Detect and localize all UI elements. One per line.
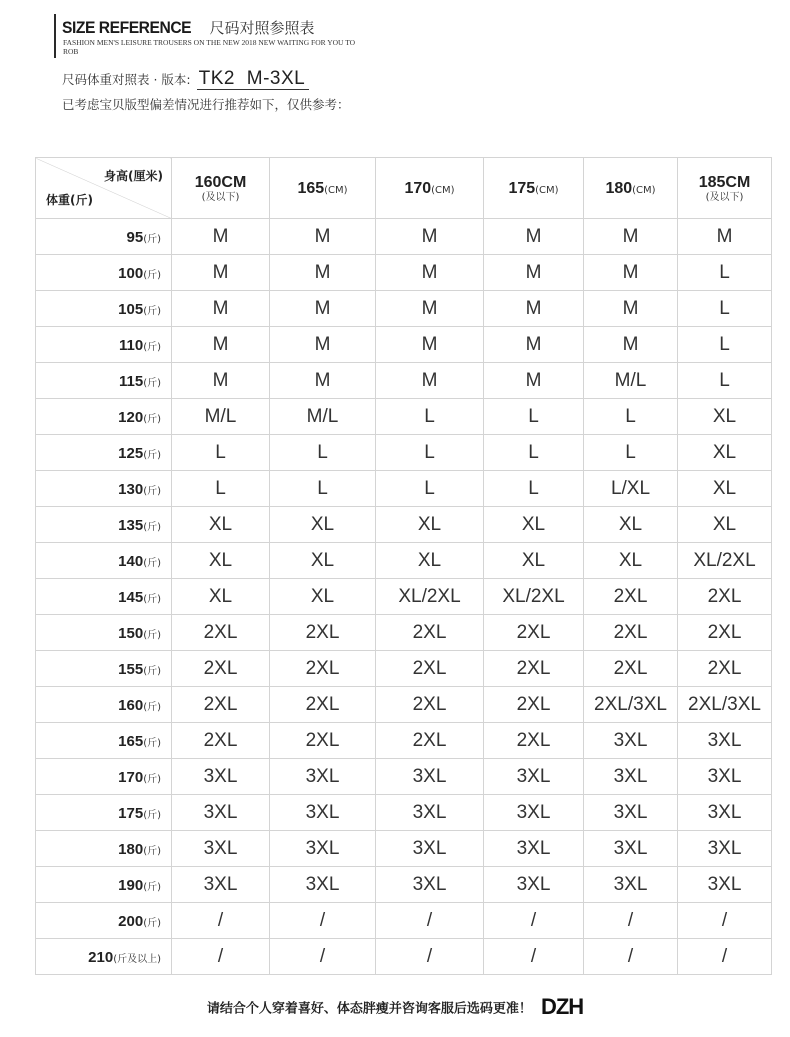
size-cell: M <box>484 255 584 291</box>
size-cell: L <box>678 291 772 327</box>
size-cell: M/L <box>172 399 270 435</box>
table-row <box>36 363 772 399</box>
size-cell: 2XL <box>270 615 376 651</box>
height-column-header <box>678 158 772 219</box>
size-cell: / <box>678 939 772 975</box>
table-row <box>36 795 772 831</box>
size-cell: L <box>270 435 376 471</box>
table-row <box>36 759 772 795</box>
weight-unit: (斤) <box>143 810 161 821</box>
height-value: 160CM <box>194 174 247 191</box>
size-cell: 3XL <box>270 831 376 867</box>
table-body <box>36 219 772 975</box>
size-cell: / <box>484 903 584 939</box>
size-cell: M <box>376 291 484 327</box>
size-cell: M/L <box>584 363 678 399</box>
size-cell: 2XL <box>484 615 584 651</box>
size-cell: L <box>172 435 270 471</box>
weight-unit: (斤) <box>143 522 161 533</box>
size-cell: 3XL <box>172 831 270 867</box>
height-value: 180 <box>605 180 633 197</box>
weight-value: 135 <box>118 517 144 534</box>
footer-text: 请结合个人穿着喜好、体态胖瘦并咨询客服后选码更准！ <box>206 1001 532 1017</box>
weight-unit: (斤) <box>143 846 161 857</box>
size-cell: L <box>678 363 772 399</box>
size-cell: / <box>678 903 772 939</box>
weight-row-header <box>36 795 172 831</box>
size-cell: 3XL <box>172 867 270 903</box>
size-cell: M <box>172 219 270 255</box>
table-row <box>36 723 772 759</box>
weight-value: 155 <box>118 661 144 678</box>
weight-unit: (斤) <box>143 738 161 749</box>
size-cell: 2XL <box>376 615 484 651</box>
table-row <box>36 543 772 579</box>
size-cell: 2XL <box>484 651 584 687</box>
table-row <box>36 435 772 471</box>
version-line <box>62 68 309 90</box>
weight-row-header <box>36 543 172 579</box>
weight-value: 175 <box>118 805 144 822</box>
size-cell: M <box>484 327 584 363</box>
weight-value: 145 <box>118 589 144 606</box>
size-cell: / <box>172 903 270 939</box>
weight-unit: (斤) <box>143 378 161 389</box>
size-cell: M <box>678 219 772 255</box>
height-unit: (CM) <box>535 185 559 196</box>
weight-row-header <box>36 759 172 795</box>
size-cell: XL <box>484 507 584 543</box>
size-cell: L <box>376 435 484 471</box>
weight-unit: (斤) <box>143 918 161 929</box>
weight-row-header <box>36 435 172 471</box>
size-cell: 2XL <box>270 723 376 759</box>
weight-value: 140 <box>118 553 144 570</box>
size-cell: / <box>484 939 584 975</box>
size-cell: XL <box>484 543 584 579</box>
table-row <box>36 327 772 363</box>
weight-value: 95 <box>126 229 144 246</box>
size-cell: M <box>270 363 376 399</box>
size-cell: 3XL <box>678 831 772 867</box>
size-cell: 2XL <box>584 651 678 687</box>
size-cell: 2XL <box>172 687 270 723</box>
size-cell: / <box>376 903 484 939</box>
size-cell: 3XL <box>376 795 484 831</box>
size-cell: M <box>376 327 484 363</box>
weight-unit: (斤) <box>143 882 161 893</box>
title-subtitle: FASHION MEN'S LEISURE TROUSERS ON THE NEW 2018 NEW WAITING FOR YOU TO ROB <box>63 38 356 56</box>
weight-unit: (斤) <box>143 270 161 281</box>
table-row <box>36 255 772 291</box>
height-unit: (CM) <box>324 185 348 196</box>
size-cell: M <box>172 363 270 399</box>
size-cell: / <box>270 903 376 939</box>
table-row <box>36 507 772 543</box>
size-cell: 3XL <box>678 759 772 795</box>
weight-value: 165 <box>118 733 144 750</box>
height-unit: (CM) <box>632 185 656 196</box>
size-cell: XL/2XL <box>678 543 772 579</box>
size-cell: M <box>484 363 584 399</box>
size-cell: 3XL <box>376 831 484 867</box>
size-cell: M <box>376 363 484 399</box>
size-cell: 3XL <box>484 867 584 903</box>
weight-unit: (斤) <box>143 558 161 569</box>
size-cell: 3XL <box>376 867 484 903</box>
size-cell: 2XL <box>376 687 484 723</box>
size-cell: M <box>376 255 484 291</box>
table-row <box>36 867 772 903</box>
table-row <box>36 651 772 687</box>
size-cell: / <box>584 939 678 975</box>
height-axis-label: 身高(厘米) <box>104 169 163 183</box>
weight-unit: (斤) <box>143 342 161 353</box>
height-column-header <box>376 158 484 219</box>
size-cell: XL <box>678 507 772 543</box>
size-cell: XL <box>270 579 376 615</box>
weight-value: 115 <box>118 373 144 390</box>
size-cell: XL/2XL <box>484 579 584 615</box>
size-cell: XL <box>270 507 376 543</box>
size-cell: M <box>172 291 270 327</box>
size-cell: 2XL <box>376 651 484 687</box>
weight-unit: (斤) <box>143 306 161 317</box>
size-cell: L <box>584 399 678 435</box>
size-cell: XL <box>376 543 484 579</box>
weight-unit: (斤) <box>143 414 161 425</box>
size-cell: M <box>270 327 376 363</box>
size-cell: 3XL <box>584 723 678 759</box>
size-cell: M <box>484 291 584 327</box>
size-cell: 2XL <box>484 687 584 723</box>
weight-value: 150 <box>118 625 144 642</box>
weight-row-header <box>36 291 172 327</box>
size-cell: M <box>270 255 376 291</box>
weight-unit: (斤) <box>143 774 161 785</box>
title-chinese: 尺码对照参照表 <box>209 19 315 37</box>
size-cell: 2XL <box>172 615 270 651</box>
table-row <box>36 615 772 651</box>
size-cell: / <box>172 939 270 975</box>
size-cell: 2XL <box>270 651 376 687</box>
weight-unit: (斤) <box>143 486 161 497</box>
table-corner-cell <box>36 158 172 219</box>
size-cell: L <box>270 471 376 507</box>
size-cell: 2XL <box>172 651 270 687</box>
size-cell: L <box>584 435 678 471</box>
size-cell: L <box>376 471 484 507</box>
size-cell: L <box>678 327 772 363</box>
size-cell: XL <box>584 543 678 579</box>
weight-row-header <box>36 615 172 651</box>
weight-value: 125 <box>118 445 144 462</box>
table-row <box>36 399 772 435</box>
height-column-header <box>172 158 270 219</box>
size-cell: 3XL <box>678 723 772 759</box>
weight-value: 105 <box>118 301 144 318</box>
size-cell: 3XL <box>270 867 376 903</box>
weight-row-header <box>36 579 172 615</box>
size-cell: 3XL <box>376 759 484 795</box>
weight-row-header <box>36 471 172 507</box>
size-cell: XL <box>172 543 270 579</box>
size-cell: 2XL <box>376 723 484 759</box>
weight-row-header <box>36 831 172 867</box>
size-cell: 2XL <box>584 579 678 615</box>
weight-value: 190 <box>118 877 144 894</box>
table-row <box>36 291 772 327</box>
weight-row-header <box>36 867 172 903</box>
size-cell: 3XL <box>584 759 678 795</box>
size-cell: 2XL <box>172 723 270 759</box>
table-row <box>36 471 772 507</box>
weight-value: 210 <box>88 949 114 966</box>
size-cell: XL <box>678 399 772 435</box>
weight-value: 170 <box>118 769 144 786</box>
size-cell: XL <box>270 543 376 579</box>
weight-value: 200 <box>118 913 144 930</box>
size-cell: L <box>678 255 772 291</box>
size-table <box>35 157 772 975</box>
weight-row-header <box>36 939 172 975</box>
size-cell: 3XL <box>584 831 678 867</box>
size-cell: 2XL <box>678 651 772 687</box>
height-qualifier: (及以下) <box>705 192 744 203</box>
size-cell: XL <box>678 435 772 471</box>
table-row <box>36 219 772 255</box>
weight-value: 120 <box>118 409 144 426</box>
weight-row-header <box>36 723 172 759</box>
table-header-row <box>36 158 772 219</box>
size-cell: 2XL/3XL <box>678 687 772 723</box>
size-cell: XL <box>678 471 772 507</box>
weight-row-header <box>36 903 172 939</box>
size-cell: M/L <box>270 399 376 435</box>
size-cell: 3XL <box>484 795 584 831</box>
size-cell: 3XL <box>270 795 376 831</box>
size-cell: 3XL <box>270 759 376 795</box>
weight-row-header <box>36 651 172 687</box>
height-column-header <box>584 158 678 219</box>
weight-unit: (斤) <box>143 666 161 677</box>
version-label: 尺码体重对照表 · 版本: <box>62 72 191 87</box>
table-row <box>36 579 772 615</box>
height-value: 175 <box>508 180 536 197</box>
size-cell: 3XL <box>172 795 270 831</box>
height-column-header <box>484 158 584 219</box>
size-cell: 2XL <box>678 615 772 651</box>
size-cell: M <box>172 327 270 363</box>
height-value: 185CM <box>698 174 751 191</box>
weight-unit: (斤) <box>143 630 161 641</box>
size-cell: 3XL <box>172 759 270 795</box>
size-cell: 2XL <box>678 579 772 615</box>
footer <box>0 994 790 1020</box>
size-cell: 3XL <box>678 867 772 903</box>
brand-logo: DZH <box>540 994 584 1019</box>
size-cell: / <box>376 939 484 975</box>
weight-row-header <box>36 363 172 399</box>
weight-axis-label: 体重(斤) <box>46 193 93 207</box>
recommendation-note: 已考虑宝贝版型偏差情况进行推荐如下，仅供参考： <box>62 97 350 112</box>
title-english: SIZE REFERENCE <box>62 18 192 37</box>
size-cell: 3XL <box>678 795 772 831</box>
size-cell: M <box>584 291 678 327</box>
size-cell: L <box>172 471 270 507</box>
size-cell: 2XL/3XL <box>584 687 678 723</box>
size-cell: 3XL <box>484 831 584 867</box>
version-code: TK2 M-3XL <box>197 68 310 90</box>
weight-value: 130 <box>118 481 144 498</box>
weight-unit: (斤) <box>143 234 161 245</box>
table-row <box>36 903 772 939</box>
size-cell: M <box>584 255 678 291</box>
height-value: 165 <box>297 180 325 197</box>
size-cell: M <box>376 219 484 255</box>
size-cell: 3XL <box>584 795 678 831</box>
weight-row-header <box>36 255 172 291</box>
weight-row-header <box>36 399 172 435</box>
page-title <box>62 17 314 38</box>
size-cell: L <box>484 399 584 435</box>
size-cell: L/XL <box>584 471 678 507</box>
size-cell: XL <box>584 507 678 543</box>
weight-value: 180 <box>118 841 144 858</box>
weight-unit: (斤) <box>143 702 161 713</box>
weight-row-header <box>36 507 172 543</box>
size-cell: XL <box>376 507 484 543</box>
height-unit: (CM) <box>431 185 455 196</box>
size-cell: 2XL <box>584 615 678 651</box>
height-column-header <box>270 158 376 219</box>
size-cell: L <box>484 435 584 471</box>
weight-row-header <box>36 219 172 255</box>
size-cell: M <box>270 219 376 255</box>
size-cell: M <box>584 219 678 255</box>
weight-row-header <box>36 327 172 363</box>
table-row <box>36 687 772 723</box>
header-accent-bar <box>54 14 56 58</box>
weight-unit: (斤) <box>143 450 161 461</box>
size-cell: XL <box>172 579 270 615</box>
size-cell: M <box>270 291 376 327</box>
size-cell: M <box>484 219 584 255</box>
height-value: 170 <box>404 180 432 197</box>
size-cell: XL/2XL <box>376 579 484 615</box>
weight-value: 160 <box>118 697 144 714</box>
size-cell: 2XL <box>484 723 584 759</box>
size-cell: 3XL <box>484 759 584 795</box>
size-cell: M <box>584 327 678 363</box>
size-cell: L <box>376 399 484 435</box>
size-cell: 2XL <box>270 687 376 723</box>
table-row <box>36 939 772 975</box>
size-cell: / <box>584 903 678 939</box>
size-cell: / <box>270 939 376 975</box>
size-cell: XL <box>172 507 270 543</box>
size-cell: M <box>172 255 270 291</box>
size-cell: L <box>484 471 584 507</box>
weight-unit: (斤) <box>143 594 161 605</box>
weight-unit: (斤及以上) <box>113 954 161 965</box>
weight-value: 100 <box>118 265 144 282</box>
size-cell: 3XL <box>584 867 678 903</box>
weight-row-header <box>36 687 172 723</box>
table-row <box>36 831 772 867</box>
weight-value: 110 <box>118 337 144 354</box>
height-qualifier: (及以下) <box>201 192 240 203</box>
